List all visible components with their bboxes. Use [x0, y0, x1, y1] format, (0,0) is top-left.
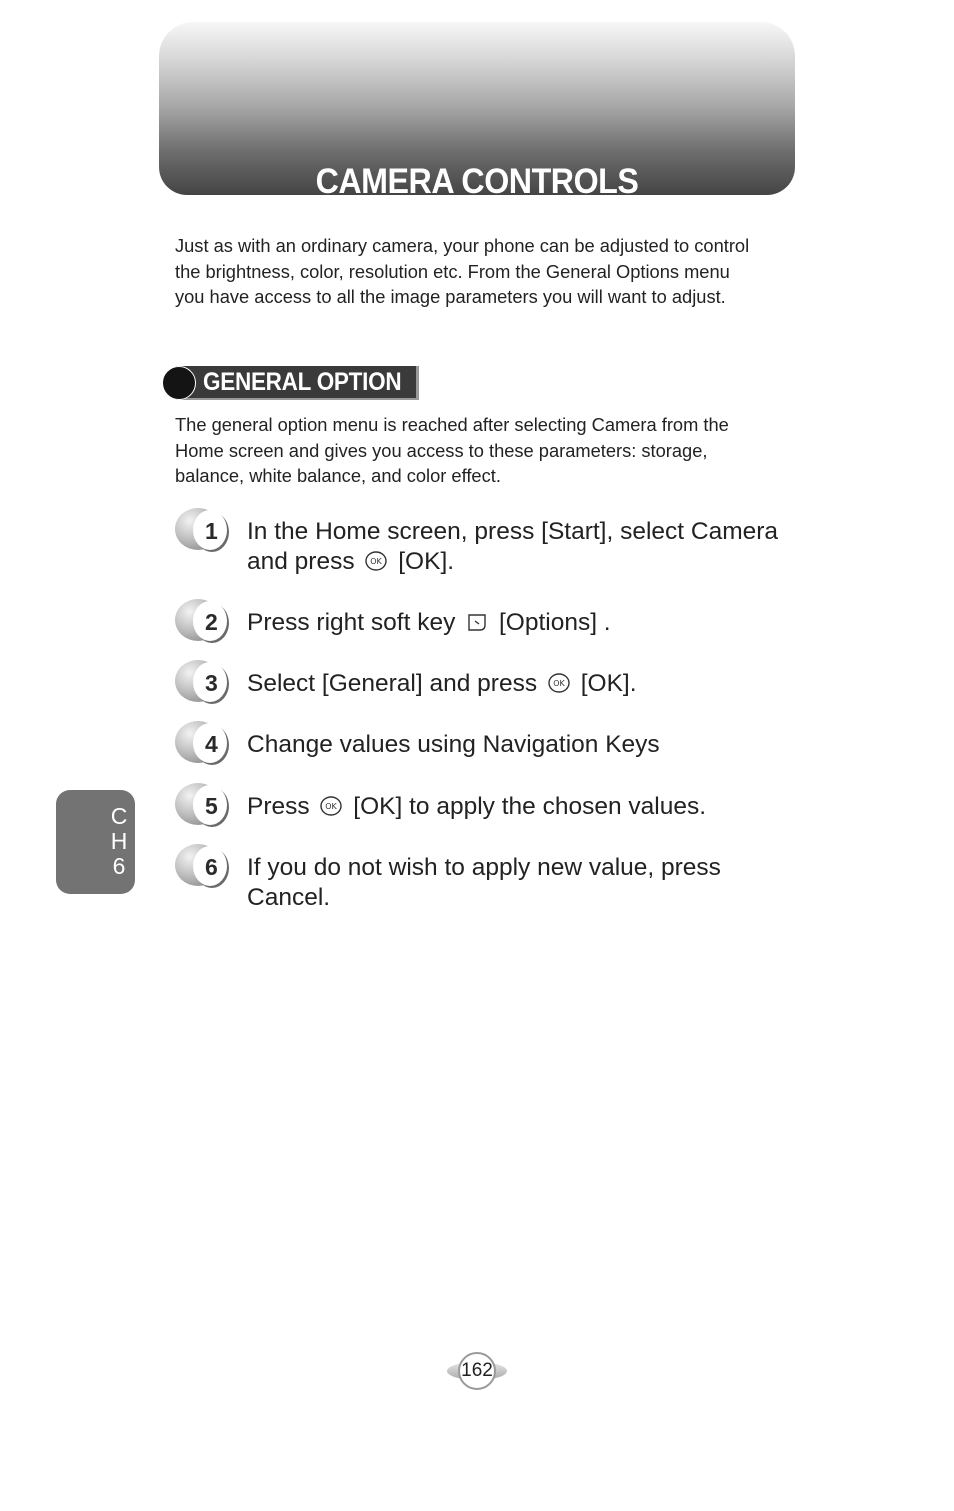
intro-paragraph	[175, 233, 805, 310]
section-title: GENERAL OPTION	[203, 368, 402, 396]
ok-key-icon	[365, 550, 387, 572]
step-text	[247, 517, 807, 576]
step-text-segment: and press	[247, 547, 355, 575]
svg-text:OK: OK	[370, 556, 383, 566]
svg-text:OK: OK	[325, 802, 338, 811]
chapter-tab-label: C H 6	[110, 803, 128, 879]
step-text-segment: Press	[247, 793, 310, 820]
step-badge-icon	[175, 660, 231, 706]
step-text-segment: [Options] .	[498, 609, 611, 636]
page-number-badge	[447, 1352, 507, 1390]
right-soft-key-icon	[466, 611, 488, 633]
step-text	[247, 669, 807, 699]
section-description-line: Home screen and gives you access to these parameters: storage,	[175, 439, 708, 461]
page-title-banner	[159, 22, 795, 201]
section-bullet-icon	[162, 366, 196, 400]
chapter-tab	[56, 790, 135, 894]
ok-key-icon	[548, 672, 570, 694]
page-number: 162	[461, 1360, 493, 1381]
step-badge-icon	[175, 783, 231, 829]
ok-key-icon	[320, 795, 342, 817]
step-badge-icon	[175, 721, 231, 767]
step-text-segment: [OK] to apply the chosen values.	[353, 793, 707, 820]
page-title: CAMERA CONTROLS	[315, 162, 639, 201]
step-text-line: In the Home screen, press [Start], select Camera	[247, 518, 779, 545]
section-description-line: balance, white balance, and color effect.	[175, 465, 501, 487]
section-description	[175, 412, 795, 489]
intro-line: the brightness, color, resolution etc. From the General Options menu	[175, 260, 730, 282]
step-number: 5	[205, 793, 218, 819]
step-text	[247, 608, 807, 638]
step-badge-icon	[175, 508, 231, 554]
step-text	[247, 792, 807, 822]
step-text-line: If you do not wish to apply new value, press	[247, 854, 721, 881]
step-text-line: Cancel.	[247, 883, 331, 911]
step-number: 6	[205, 854, 218, 880]
step-badge-icon	[175, 844, 231, 890]
step-text	[247, 853, 807, 912]
step-number: 1	[205, 518, 218, 544]
step-text-line	[247, 547, 807, 577]
step-text-segment: [OK].	[580, 670, 637, 697]
step-badge-icon	[175, 599, 231, 645]
step-number: 2	[205, 609, 218, 635]
step-text-segment: Press right soft key	[247, 609, 456, 636]
step-text-segment: Select [General] and press	[247, 670, 538, 697]
step-number: 4	[205, 731, 218, 757]
step-text: Change values using Navigation Keys	[247, 731, 660, 758]
intro-line: you have access to all the image parameters you will want to adjust.	[175, 286, 726, 308]
svg-text:OK: OK	[553, 679, 565, 688]
step-number: 3	[205, 670, 218, 696]
section-description-line: The general option menu is reached after selecting Camera from the	[175, 414, 729, 435]
section-heading	[162, 365, 418, 400]
step-text-segment: [OK].	[398, 547, 455, 575]
intro-line: Just as with an ordinary camera, your phone can be adjusted to control	[175, 235, 750, 256]
